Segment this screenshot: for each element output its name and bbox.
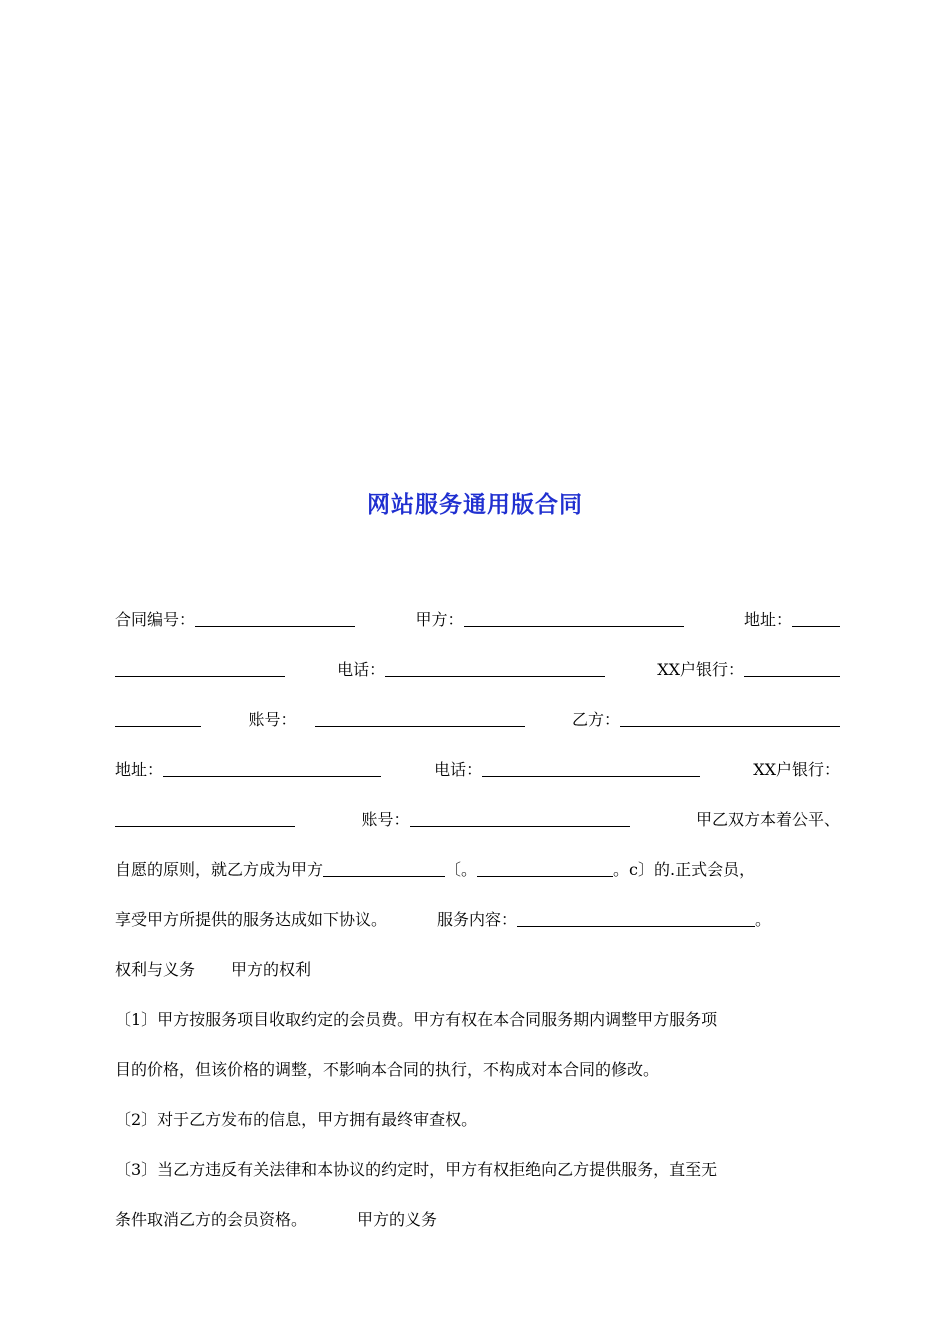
party-a-address-blank-cont bbox=[115, 658, 285, 677]
membership-blank-2 bbox=[477, 858, 613, 877]
party-b-bank-blank bbox=[115, 808, 295, 827]
contract-header-line-5 bbox=[115, 805, 840, 835]
party-a-bank-blank-cont bbox=[115, 708, 201, 727]
party-a-bank-label: XX户银行： bbox=[657, 660, 744, 679]
service-content-label: 服务内容： bbox=[437, 910, 518, 929]
party-b-account-label: 账号： bbox=[361, 810, 410, 829]
party-a-rights-heading: 甲方的权利 bbox=[231, 960, 312, 979]
clause-3-line-2 bbox=[115, 1205, 840, 1235]
contract-header-line-3 bbox=[115, 705, 840, 735]
party-a-blank bbox=[464, 608, 684, 627]
party-a-account-blank bbox=[315, 708, 525, 727]
party-a-address-blank bbox=[792, 608, 840, 627]
agreement-intro-text: 甲乙双方本着公平、 bbox=[695, 810, 840, 829]
party-a-bank-blank bbox=[744, 658, 840, 677]
clause-3-line-1: 〔3〕当乙方违反有关法律和本协议的约定时，甲方有权拒绝向乙方提供服务，直至无 bbox=[115, 1160, 718, 1179]
party-b-bank-label: XX户银行： bbox=[753, 760, 840, 779]
party-b-address-label: 地址： bbox=[115, 760, 164, 779]
party-b-phone-blank bbox=[482, 758, 700, 777]
party-a-duties-heading: 甲方的义务 bbox=[357, 1210, 438, 1229]
party-a-label: 甲方： bbox=[415, 610, 464, 629]
clause-2: 〔2〕对于乙方发布的信息，甲方拥有最终审查权。 bbox=[115, 1110, 478, 1129]
membership-text-a: 自愿的原则，就乙方成为甲方 bbox=[115, 860, 324, 879]
contract-header-line-4 bbox=[115, 755, 840, 785]
membership-text-b: 〔。 bbox=[445, 860, 478, 879]
clause-1-line-1: 〔1〕甲方按服务项目收取约定的会员费。甲方有权在本合同服务期内调整甲方服务项 bbox=[115, 1010, 718, 1029]
party-b-blank bbox=[620, 708, 840, 727]
party-b-address-blank bbox=[163, 758, 381, 777]
party-a-phone-blank bbox=[385, 658, 605, 677]
service-content-end: 。 bbox=[755, 910, 772, 929]
membership-text-c: 。c〕的.正式会员， bbox=[613, 860, 756, 879]
contract-header-line-2 bbox=[115, 655, 840, 685]
contract-body-line-8 bbox=[115, 955, 840, 985]
contract-header-line-1 bbox=[115, 605, 840, 635]
membership-blank-1 bbox=[323, 858, 445, 877]
party-b-account-blank bbox=[410, 808, 630, 827]
party-a-phone-label: 电话： bbox=[337, 660, 386, 679]
party-a-account-label: 账号： bbox=[248, 710, 297, 729]
contract-body-line-7 bbox=[115, 905, 840, 935]
rights-obligations-heading: 权利与义务 bbox=[115, 960, 196, 979]
contract-no-label: 合同编号： bbox=[115, 610, 196, 629]
document-title: 网站服务通用版合同 bbox=[367, 492, 583, 518]
contract-body-line-6 bbox=[115, 855, 840, 885]
clause-3-end-text: 条件取消乙方的会员资格。 bbox=[115, 1210, 308, 1229]
party-a-address-label: 地址： bbox=[743, 610, 792, 629]
clause-1-line-2: 目的价格，但该价格的调整，不影响本合同的执行，不构成对本合同的修改。 bbox=[115, 1060, 660, 1079]
party-b-label: 乙方： bbox=[571, 710, 620, 729]
contract-no-blank bbox=[195, 608, 355, 627]
agreement-reached-text: 享受甲方所提供的服务达成如下协议。 bbox=[115, 910, 388, 929]
service-content-blank bbox=[517, 908, 755, 927]
party-b-phone-label: 电话： bbox=[434, 760, 483, 779]
